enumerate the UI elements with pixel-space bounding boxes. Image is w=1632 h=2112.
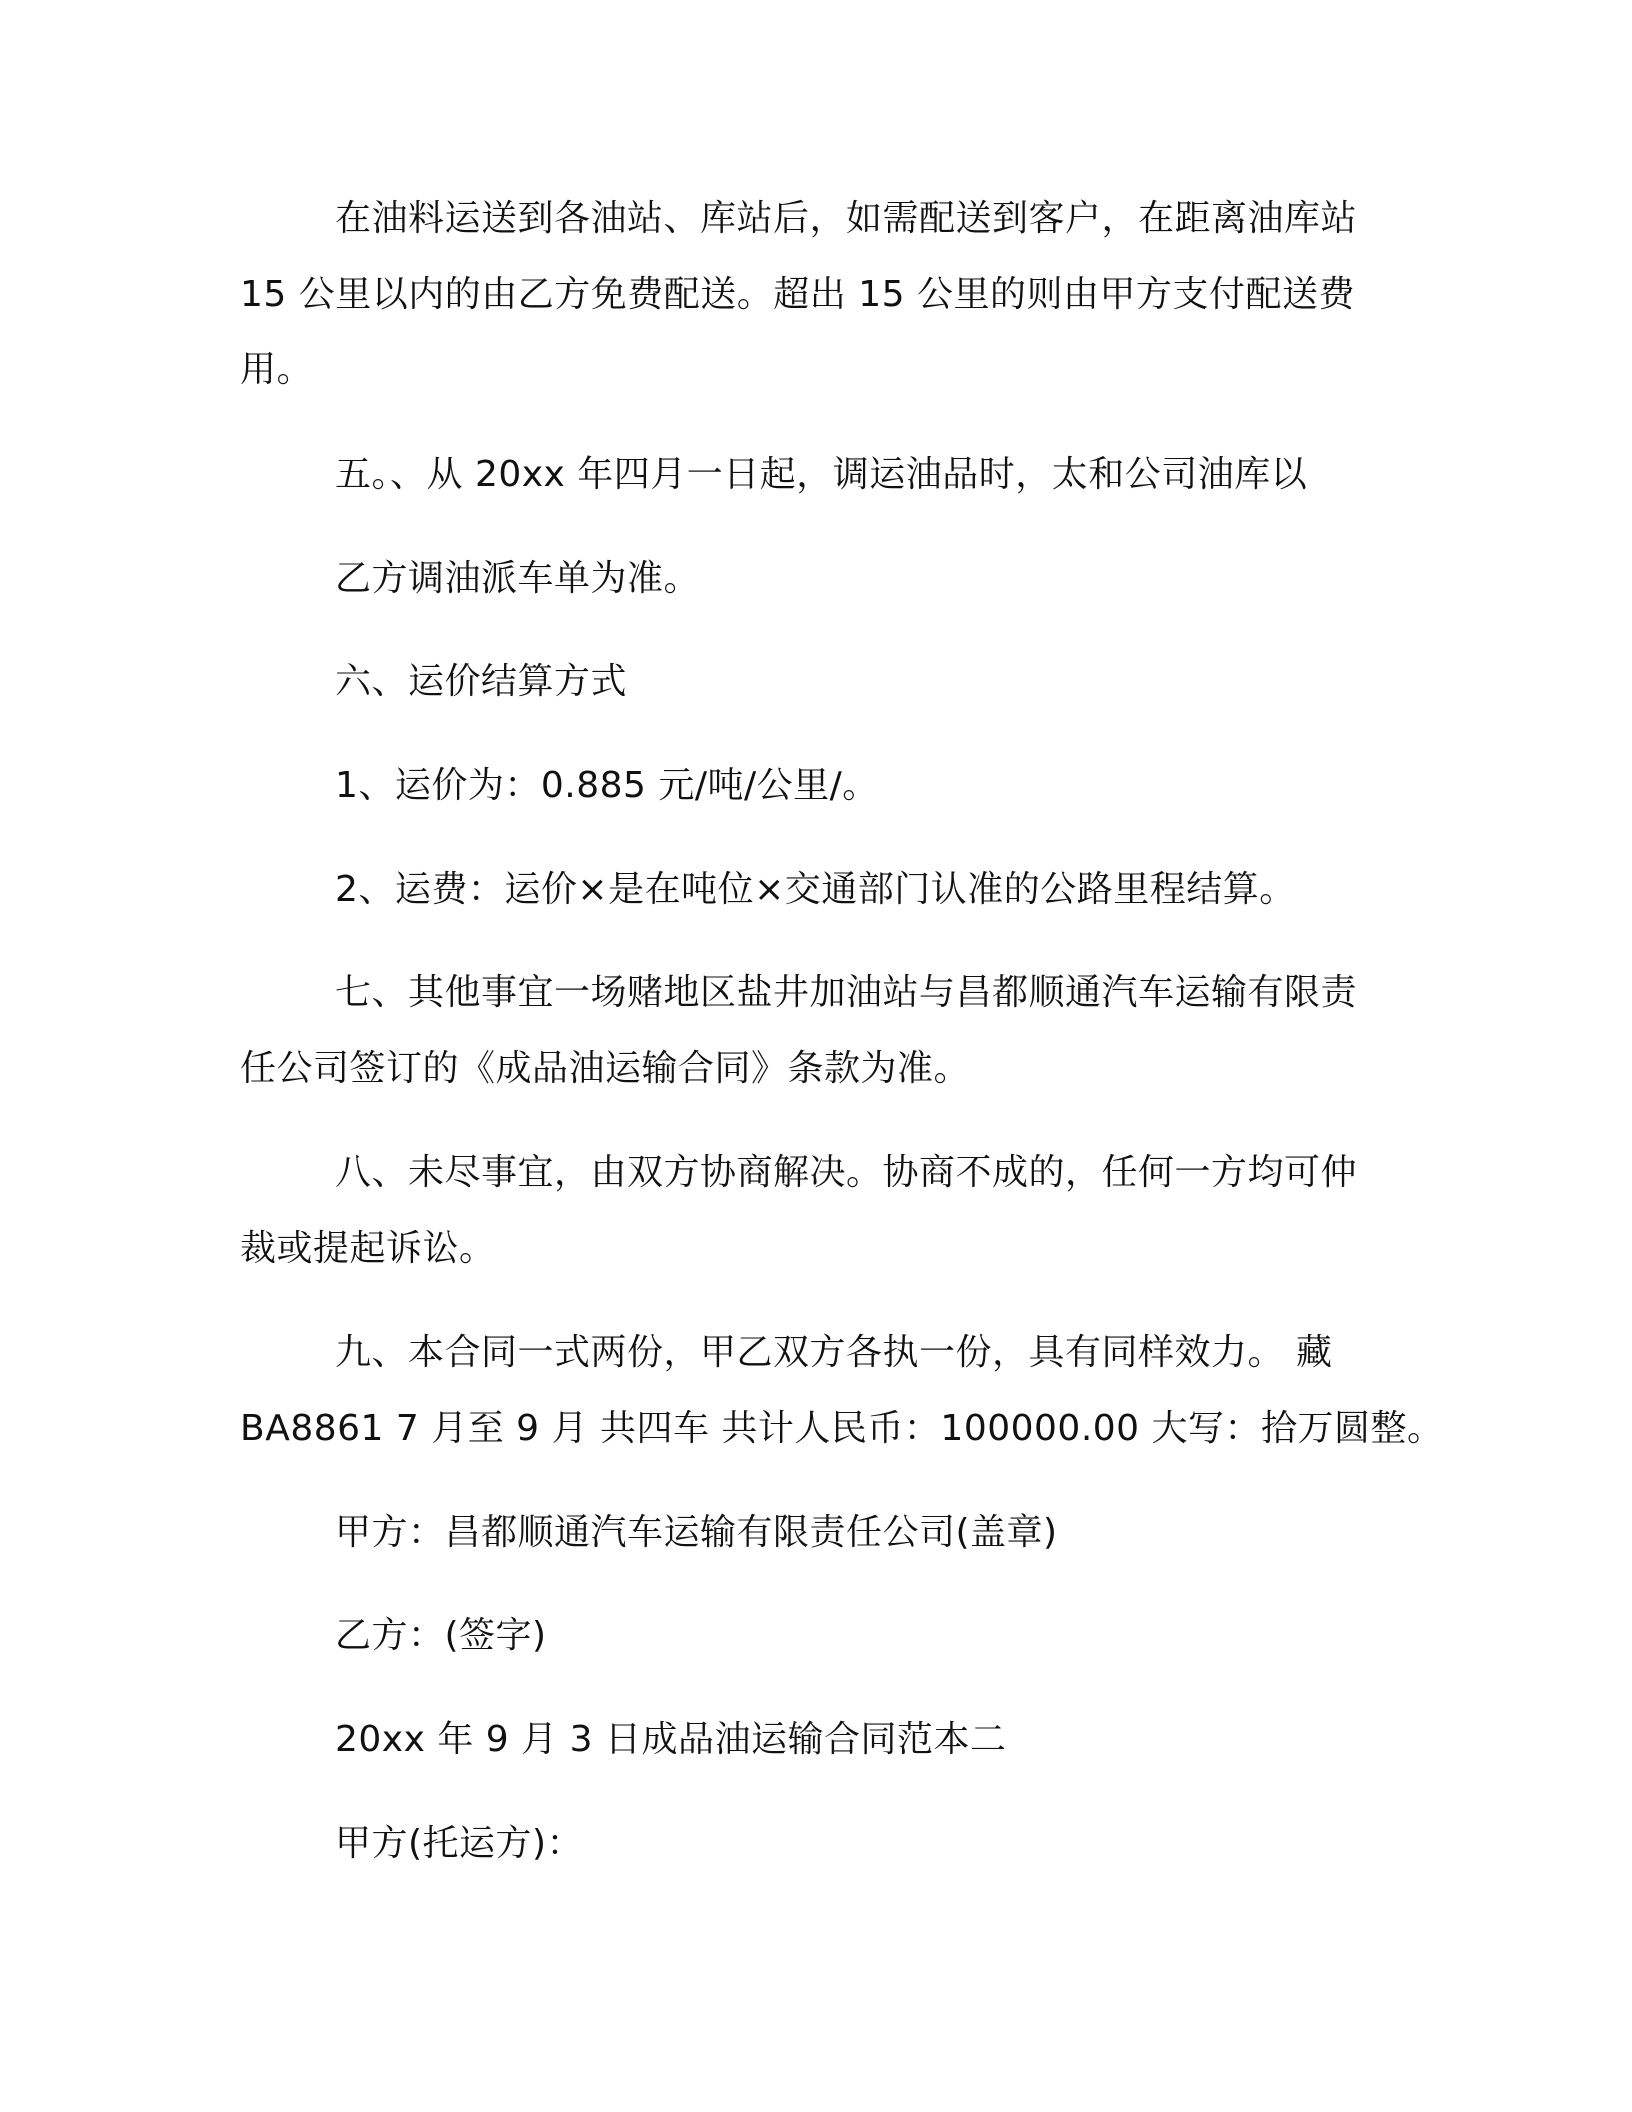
text-line: 五。、从 20xx 年四月一日起，调运油品时，太和公司油库以 <box>335 454 1308 495</box>
text-line: 任公司签订的《成品油运输合同》条款为准。 <box>240 1048 971 1089</box>
text-line: 乙方：(签字) <box>335 1615 547 1656</box>
text-line: 15 公里以内的由乙方免费配送。超出 15 公里的则由甲方支付配送费 <box>240 274 1355 315</box>
text-line: 乙方调油派车单为准。 <box>335 558 701 599</box>
text-line: 裁或提起诉讼。 <box>240 1228 496 1269</box>
text-line: 九、本合同一式两份，甲乙双方各执一份，具有同样效力。 藏 <box>335 1332 1333 1373</box>
text-line: 20xx 年 9 月 3 日成品油运输合同范本二 <box>335 1719 1007 1760</box>
text-line: 六、运价结算方式 <box>335 661 628 702</box>
text-line: 七、其他事宜一场赌地区盐井加油站与昌都顺通汽车运输有限责 <box>335 972 1358 1013</box>
text-line: 1、运价为：0.885 元/吨/公里/。 <box>335 765 879 806</box>
text-line: 甲方：昌都顺通汽车运输有限责任公司(盖章) <box>335 1512 1058 1553</box>
text-line: 用。 <box>240 349 314 390</box>
text-line: BA8861 7 月至 9 月 共四车 共计人民币：100000.00 大写：拾万圆整。 <box>240 1408 1444 1449</box>
text-line: 在油料运送到各油站、库站后，如需配送到客户，在距离油库站 <box>335 198 1358 239</box>
text-line: 八、未尽事宜，由双方协商解决。协商不成的，任何一方均可仲 <box>335 1152 1358 1193</box>
text-line: 甲方(托运方)： <box>335 1823 584 1864</box>
text-line: 2、运费：运价×是在吨位×交通部门认准的公路里程结算。 <box>335 869 1296 910</box>
